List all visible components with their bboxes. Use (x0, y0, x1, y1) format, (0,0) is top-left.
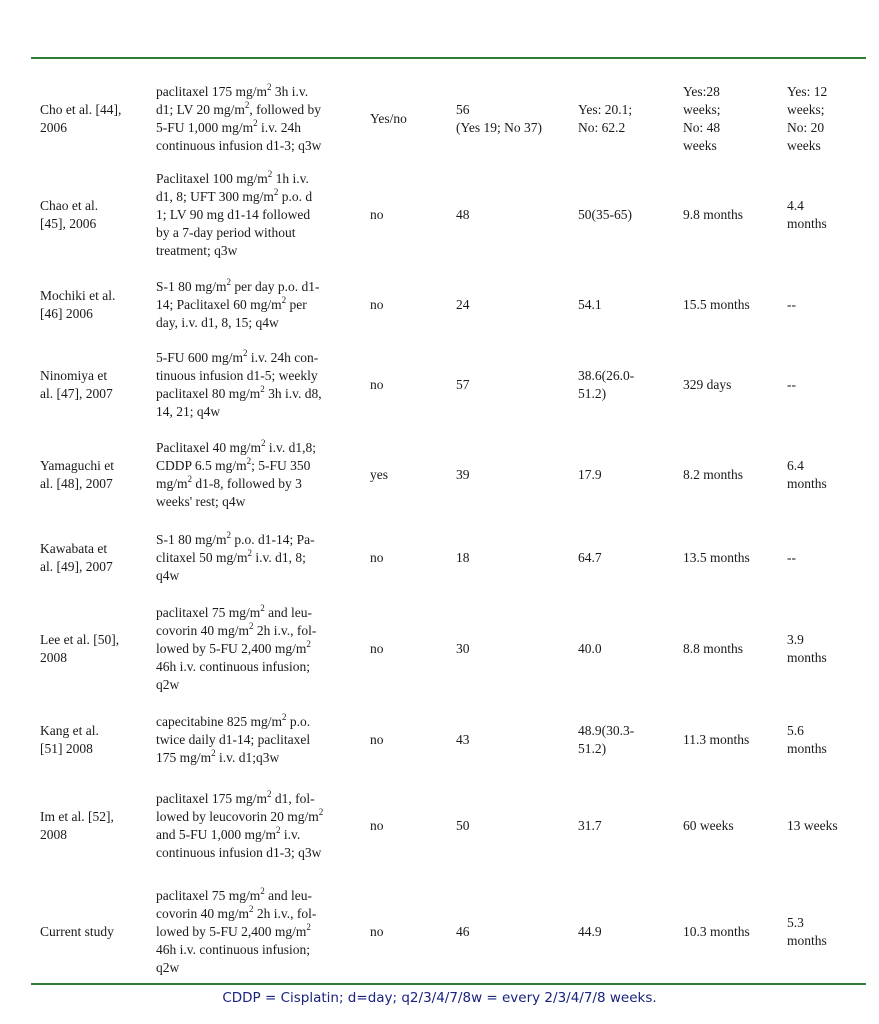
study-cell (40, 722, 99, 758)
patients-cell (456, 549, 470, 567)
response-rate-cell-line: 44.9 (578, 924, 602, 939)
progression-free-survival-cell (787, 197, 827, 233)
progression-free-survival-cell-line: months (787, 933, 827, 948)
regimen-cell-line: lowed by 5-FU 2,400 $mg/m^2$ (156, 638, 311, 656)
progression-free-survival-cell (787, 296, 796, 314)
patients-cell (456, 101, 542, 137)
selection-cell (370, 817, 384, 835)
progression-free-survival-cell-line: months (787, 741, 827, 756)
study-cell (40, 367, 113, 403)
regimen-cell-line: S-1 80 $mg/m^2$ p.o. d1-14; Pa- (156, 529, 315, 547)
response-rate-cell (578, 722, 634, 758)
study-cell-line: 2008 (40, 650, 67, 665)
selection-cell-line: no (370, 207, 384, 222)
progression-free-survival-cell-line: months (787, 650, 827, 665)
patients-cell (456, 640, 470, 658)
regimen-cell-line: 46h i.v. continuous infusion; (156, 659, 310, 674)
regimen-cell-line: CDDP 6.5 $mg/m^2$; 5-FU 350 (156, 455, 311, 473)
progression-free-survival-cell-line: -- (787, 550, 796, 565)
patients-cell-line: (Yes 19; No 37) (456, 120, 543, 135)
response-rate-cell-line: 50(35-65) (578, 207, 632, 222)
selection-cell-line: no (370, 377, 384, 392)
selection-cell-line: no (370, 297, 384, 312)
response-rate-cell-line: 64.7 (578, 550, 602, 565)
response-rate-cell-line: 51.2) (578, 386, 607, 401)
progression-free-survival-cell-line: 6.4 (787, 458, 804, 473)
regimen-cell-line: and 5-FU 1,000 $mg/m^2$ i.v. (156, 824, 301, 842)
study-cell-line: Cho et al. [44], (40, 102, 122, 117)
overall-survival-cell (683, 923, 750, 941)
patients-cell-line: 39 (456, 467, 470, 482)
study-cell-line: 2008 (40, 827, 67, 842)
progression-free-survival-cell-line: 3.9 (787, 632, 804, 647)
progression-free-survival-cell-line: -- (787, 377, 796, 392)
progression-free-survival-cell (787, 376, 796, 394)
study-cell-line: al. [48], 2007 (40, 476, 113, 491)
selection-cell (370, 549, 384, 567)
regimen-cell (156, 887, 316, 977)
response-rate-cell-line: Yes: 20.1; (578, 102, 633, 117)
study-cell-line: Ninomiya et (40, 368, 108, 383)
overall-survival-cell (683, 640, 743, 658)
patients-cell (456, 923, 470, 941)
patients-cell (456, 206, 470, 224)
regimen-cell-line: paclitaxel 75 $mg/m^2$ and leu- (156, 602, 312, 620)
regimen-cell (156, 604, 316, 694)
response-rate-cell (578, 817, 602, 835)
table-bottom-rule (31, 983, 866, 985)
progression-free-survival-cell-line: 13 weeks (787, 818, 838, 833)
study-cell (40, 457, 114, 493)
regimen-cell-line: 14; Paclitaxel 60 $mg/m^2$ per (156, 294, 307, 312)
regimen-cell-line: d1, 8; UFT 300 $mg/m^2$ p.o. d (156, 186, 313, 204)
overall-survival-cell-line: 60 weeks (683, 818, 734, 833)
study-cell-line: Lee et al. [50], (40, 632, 120, 647)
regimen-cell-line: 175 $mg/m^2$ i.v. d1;q3w (156, 747, 280, 765)
overall-survival-cell (683, 466, 743, 484)
progression-free-survival-cell-line: 5.6 (787, 723, 804, 738)
overall-survival-cell-line: weeks (683, 138, 717, 153)
regimen-cell-line: paclitaxel 75 $mg/m^2$ and leu- (156, 885, 312, 903)
overall-survival-cell-line: Yes:28 (683, 84, 720, 99)
progression-free-survival-cell (787, 457, 827, 493)
overall-survival-cell-line: 8.2 months (683, 467, 744, 482)
study-cell (40, 540, 113, 576)
response-rate-cell (578, 549, 602, 567)
patients-cell-line: 43 (456, 732, 470, 747)
overall-survival-cell-line: 15.5 months (683, 297, 750, 312)
response-rate-cell-line: 54.1 (578, 297, 602, 312)
regimen-cell-line: 46h i.v. continuous infusion; (156, 942, 310, 957)
overall-survival-cell (683, 376, 731, 394)
selection-cell-line: no (370, 818, 384, 833)
overall-survival-cell (683, 83, 721, 155)
regimen-cell-line: continuous infusion d1-3; q3w (156, 138, 322, 153)
regimen-cell-line: 14, 21; q4w (156, 404, 221, 419)
regimen-cell-line: 5-FU 1,000 $mg/m^2$ i.v. 24h (156, 117, 302, 135)
regimen-cell-line: paclitaxel 80 $mg/m^2$ 3h i.v. d8, (156, 383, 322, 401)
overall-survival-cell-line: 9.8 months (683, 207, 744, 222)
response-rate-cell-line: 51.2) (578, 741, 607, 756)
selection-cell-line: no (370, 550, 384, 565)
overall-survival-cell (683, 731, 749, 749)
table-footnote: CDDP = Cisplatin; d=day; q2/3/4/7/8w = every 2/3/4/7/8 weeks. (222, 990, 657, 1006)
regimen-cell-line: weeks' rest; q4w (156, 494, 246, 509)
selection-cell-line: yes (370, 467, 388, 482)
progression-free-survival-cell-line: 4.4 (787, 198, 804, 213)
overall-survival-cell-line: weeks; (683, 102, 721, 117)
response-rate-cell-line: No: 62.2 (578, 120, 626, 135)
regimen-cell-line: day, i.v. d1, 8, 15; q4w (156, 315, 279, 330)
patients-cell (456, 376, 470, 394)
overall-survival-cell-line: 10.3 months (683, 924, 750, 939)
regimen-cell-line: S-1 80 $mg/m^2$ per day p.o. d1- (156, 276, 320, 294)
regimen-cell-line: 5-FU 600 $mg/m^2$ i.v. 24h con- (156, 347, 319, 365)
response-rate-cell-line: 40.0 (578, 641, 602, 656)
selection-cell (370, 110, 407, 128)
study-cell-line: Kang et al. (40, 723, 99, 738)
study-cell (40, 923, 114, 941)
selection-cell (370, 206, 384, 224)
regimen-cell-line: paclitaxel 175 $mg/m^2$ 3h i.v. (156, 81, 309, 99)
study-cell-line: Current study (40, 924, 114, 939)
response-rate-cell (578, 367, 634, 403)
progression-free-survival-cell-line: Yes: 12 (787, 84, 828, 99)
study-cell-line: Yamaguchi et (40, 458, 114, 473)
progression-free-survival-cell-line: -- (787, 297, 796, 312)
regimen-cell-line: q2w (156, 677, 180, 692)
regimen-cell-line: $mg/m^2$ d1-8, followed by 3 (156, 473, 302, 491)
regimen-cell (156, 170, 312, 260)
overall-survival-cell (683, 296, 750, 314)
progression-free-survival-cell (787, 817, 838, 835)
selection-cell (370, 296, 384, 314)
regimen-cell-line: capecitabine 825 $mg/m^2$ p.o. (156, 711, 311, 729)
regimen-cell-line: Paclitaxel 40 $mg/m^2$ i.v. d1,8; (156, 437, 316, 455)
response-rate-cell (578, 101, 632, 137)
patients-cell-line: 18 (456, 550, 470, 565)
study-cell-line: Kawabata et (40, 541, 108, 556)
progression-free-survival-cell-line: 5.3 (787, 915, 804, 930)
regimen-cell-line: covorin 40 $mg/m^2$ 2h i.v., fol- (156, 620, 317, 638)
response-rate-cell-line: 48.9(30.3- (578, 723, 635, 738)
patients-cell (456, 731, 470, 749)
regimen-cell-line: twice daily d1-14; paclitaxel (156, 732, 311, 747)
regimen-cell-line: tinuous infusion d1-5; weekly (156, 368, 318, 383)
selection-cell (370, 376, 384, 394)
regimen-cell-line: covorin 40 $mg/m^2$ 2h i.v., fol- (156, 903, 317, 921)
overall-survival-cell (683, 206, 743, 224)
regimen-cell-line: q4w (156, 568, 180, 583)
response-rate-cell (578, 206, 632, 224)
patients-cell-line: 48 (456, 207, 470, 222)
study-cell-line: [51] 2008 (40, 741, 93, 756)
regimen-cell-line: treatment; q3w (156, 243, 238, 258)
regimen-cell (156, 790, 323, 862)
study-cell-line: Mochiki et al. (40, 288, 116, 303)
study-cell (40, 287, 115, 323)
study-cell-line: [45], 2006 (40, 216, 97, 231)
study-cell-line: Im et al. [52], (40, 809, 114, 824)
selection-cell (370, 923, 384, 941)
study-cell-line: al. [47], 2007 (40, 386, 113, 401)
regimen-cell-line: d1; LV 20 $mg/m^2$, followed by (156, 99, 322, 117)
regimen-cell (156, 349, 322, 421)
study-cell (40, 631, 119, 667)
selection-cell (370, 731, 384, 749)
regimen-cell-line: lowed by 5-FU 2,400 $mg/m^2$ (156, 921, 311, 939)
study-cell (40, 808, 114, 844)
progression-free-survival-cell-line: months (787, 216, 827, 231)
overall-survival-cell-line: 13.5 months (683, 550, 750, 565)
regimen-cell (156, 713, 310, 767)
progression-free-survival-cell-line: weeks (787, 138, 821, 153)
progression-free-survival-cell (787, 722, 827, 758)
study-cell-line: Chao et al. (40, 198, 99, 213)
selection-cell-line: Yes/no (370, 111, 407, 126)
overall-survival-cell-line: 11.3 months (683, 732, 750, 747)
response-rate-cell-line: 31.7 (578, 818, 602, 833)
patients-cell-line: 24 (456, 297, 470, 312)
response-rate-cell (578, 640, 602, 658)
progression-free-survival-cell-line: months (787, 476, 827, 491)
selection-cell-line: no (370, 732, 384, 747)
progression-free-survival-cell (787, 549, 796, 567)
study-cell (40, 101, 121, 137)
patients-cell (456, 817, 470, 835)
regimen-cell-line: clitaxel 50 $mg/m^2$ i.v. d1, 8; (156, 547, 306, 565)
progression-free-survival-cell (787, 83, 827, 155)
overall-survival-cell (683, 817, 734, 835)
table-top-rule (31, 57, 866, 59)
patients-cell-line: 46 (456, 924, 470, 939)
progression-free-survival-cell-line: No: 20 (787, 120, 825, 135)
overall-survival-cell-line: 329 days (683, 377, 732, 392)
selection-cell (370, 640, 384, 658)
patients-cell-line: 56 (456, 102, 470, 117)
progression-free-survival-cell (787, 914, 827, 950)
regimen-cell (156, 83, 321, 155)
progression-free-survival-cell-line: weeks; (787, 102, 825, 117)
response-rate-cell-line: 38.6(26.0- (578, 368, 635, 383)
regimen-cell-line: q2w (156, 960, 180, 975)
study-cell-line: 2006 (40, 120, 67, 135)
regimen-cell-line: Paclitaxel 100 $mg/m^2$ 1h i.v. (156, 168, 309, 186)
selection-cell-line: no (370, 924, 384, 939)
patients-cell-line: 57 (456, 377, 470, 392)
response-rate-cell (578, 923, 602, 941)
response-rate-cell (578, 296, 602, 314)
patients-cell (456, 296, 470, 314)
patients-cell-line: 50 (456, 818, 470, 833)
progression-free-survival-cell (787, 631, 827, 667)
regimen-cell-line: 1; LV 90 mg d1-14 followed (156, 207, 311, 222)
study-cell (40, 197, 98, 233)
selection-cell (370, 466, 388, 484)
regimen-cell-line: paclitaxel 175 $mg/m^2$ d1, fol- (156, 788, 315, 806)
patients-cell (456, 466, 470, 484)
response-rate-cell-line: 17.9 (578, 467, 602, 482)
overall-survival-cell-line: 8.8 months (683, 641, 744, 656)
patients-cell-line: 30 (456, 641, 470, 656)
overall-survival-cell-line: No: 48 (683, 120, 721, 135)
selection-cell-line: no (370, 641, 384, 656)
regimen-cell (156, 531, 315, 585)
study-cell-line: [46] 2006 (40, 306, 93, 321)
overall-survival-cell (683, 549, 750, 567)
response-rate-cell (578, 466, 602, 484)
regimen-cell-line: by a 7-day period without (156, 225, 296, 240)
regimen-cell-line: continuous infusion d1-3; q3w (156, 845, 322, 860)
regimen-cell (156, 439, 316, 511)
regimen-cell-line: lowed by leucovorin 20 $mg/m^2$ (156, 806, 324, 824)
study-cell-line: al. [49], 2007 (40, 559, 113, 574)
regimen-cell (156, 278, 320, 332)
